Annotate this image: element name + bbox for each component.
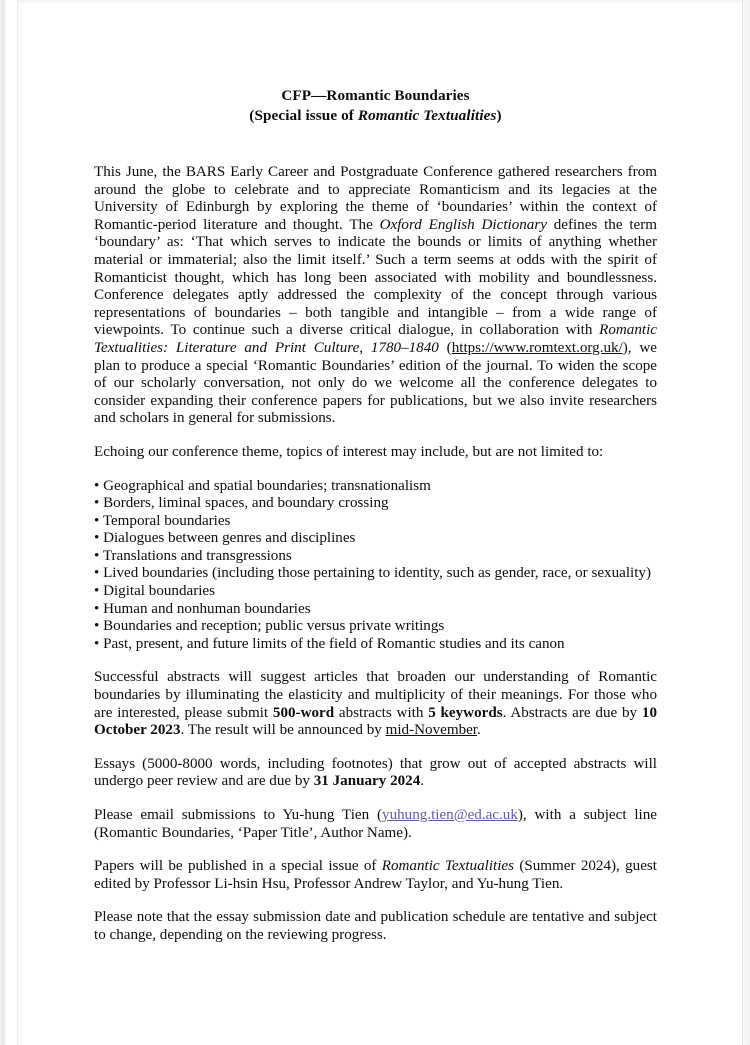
list-item-label: Human and nonhuman boundaries [103,600,311,617]
list-item-label: Digital boundaries [103,583,215,600]
list-item-label: Boundaries and reception; public versus private writings [103,618,445,635]
topics-list [94,478,657,654]
list-item [94,583,657,601]
contact-email-link[interactable]: yuhung.tien@ed.ac.uk [382,807,518,823]
bullet-icon: • [94,547,100,564]
list-item-label: Translations and transgressions [102,547,292,564]
publication-journal-name: Romantic Textualities [381,858,514,875]
list-item-label: Borders, liminal spaces, and boundary crossing [103,495,389,512]
intro-segment-1: This June, the BARS Early Career and Postgraduate Conference gathered researchers from around the globe to celebrate and to appreciate Romanticism and its legacies at the University of Edinburgh by exploring the theme of ‘boundaries’ within the context of Romantic-period literature and thought. The [94,164,657,233]
list-item [94,565,657,583]
publication-segment-3: (Summer 2024), guest edited by Professor Li-hsin Hsu, Professor Andrew Taylor, and Yu-hung Tien. [94,858,657,892]
list-item-label: Temporal boundaries [102,512,231,529]
romtext-url-link[interactable]: https://www.romtext.org.uk/ [451,339,623,356]
intro-segment-5: ( [438,339,452,356]
intro-segment-7: ), we plan to produce a special ‘Romantic Boundaries’ edition of the journal. To widen the scope of our scholarly conversation, not only do we welcome all the conference delegates to consider expanding their conference papers for publications, but we also invite researchers and scholars in general for submissions. [94,339,657,427]
bullet-icon: • [94,495,100,512]
bullet-icon: • [94,600,100,617]
page-right-edge [743,0,750,1045]
page-left-edge [0,0,6,1045]
paragraph-schedule-disclaimer: Please note that the essay submission date and publication schedule are tentative and subject to change, depending on the reviewing progress. [94,909,657,943]
title-suffix: ) [496,107,502,124]
essay-segment-1: Essays (5000-8000 words, including footnotes) that grow out of accepted abstracts will undergo peer review and are due by [94,755,657,790]
keywords-emphasis: 5 keywords [428,704,503,721]
essay-deadline: 31 January 2024 [313,773,421,790]
bullet-icon: • [94,635,100,652]
bullet-icon: • [94,512,100,529]
title-prefix: (Special issue of [249,107,358,124]
journal-full-title: Romantic Textualities: Literature and Print Culture, 1780–1840 [94,322,657,356]
body-content [94,164,657,945]
title-line-secondary [94,106,657,126]
paragraph-submission-contact [94,807,657,842]
paragraph-intro [94,164,657,428]
abstract-segment-1: Successful abstracts will suggest articles that broaden our understanding of Romantic boundaries by illuminating the elasticity and multiplicity of their meanings. For those who are interested, please submit [94,669,657,721]
document-title [94,86,657,126]
intro-segment-3: defines the term ‘boundary’ as: ‘That which serves to indicate the bounds or limits of anything whether material or immaterial; also the limit itself.’ Such a term seems at odds with the spirit of Romanticist thought, which has long been associated with mobility and boundlessness. Conference delegates aptly addressed the complexity of the concept through various representations of boundaries – both tangible and intangible – from a wide range of viewpoints. To continue such a diverse critical dialogue, in collaboration with [94,216,657,339]
list-item-label: Geographical and spatial boundaries; transnationalism [103,477,431,494]
contact-segment-3: ), with a subject line (Romantic Boundaries, ‘Paper Title’, Author Name). [94,807,657,841]
paragraph-essay-requirements [94,756,657,791]
list-item [94,495,657,513]
paragraph-abstract-requirements [94,669,657,739]
list-item [94,530,657,548]
bullet-icon: • [94,530,100,547]
abstract-segment-9: . [477,722,481,739]
list-item [94,513,657,531]
publication-segment-1: Papers will be published in a special issue of [94,858,382,875]
abstract-segment-3: abstracts with [334,704,429,721]
abstract-segment-5: . Abstracts are due by [502,704,642,721]
bullet-icon: • [94,565,100,582]
list-item [94,636,657,654]
bullet-icon: • [94,583,100,600]
bullet-icon: • [94,477,100,494]
oed-title: Oxford English Dictionary [379,216,547,233]
list-item [94,618,657,636]
title-journal-name: Romantic Textualities [357,107,497,124]
bullet-icon: • [94,618,100,635]
result-announcement-date: mid-November [385,722,478,739]
list-item [94,548,657,566]
paragraph-publication-details [94,858,657,893]
page-top-edge [18,0,742,3]
title-line-primary: CFP—Romantic Boundaries [281,87,470,104]
document-body [94,86,657,945]
abstract-deadline: 10 October 2023 [94,704,657,739]
essay-segment-3: . [420,773,425,790]
page-left-rule [17,0,18,1045]
word-count-emphasis: 500-word [272,704,335,721]
list-item [94,601,657,619]
abstract-segment-7: . The result will be announced by [180,722,386,739]
contact-segment-1: Please email submissions to Yu-hung Tien ( [94,807,383,823]
list-item [94,478,657,496]
paragraph-topics-lead-in: Echoing our conference theme, topics of interest may include, but are not limited to: [94,443,604,460]
list-item-label: Past, present, and future limits of the field of Romantic studies and its canon [103,635,565,652]
list-item-label: Dialogues between genres and disciplines [103,530,356,547]
list-item-label: Lived boundaries (including those pertaining to identity, such as gender, race, or sexuality) [103,565,651,582]
